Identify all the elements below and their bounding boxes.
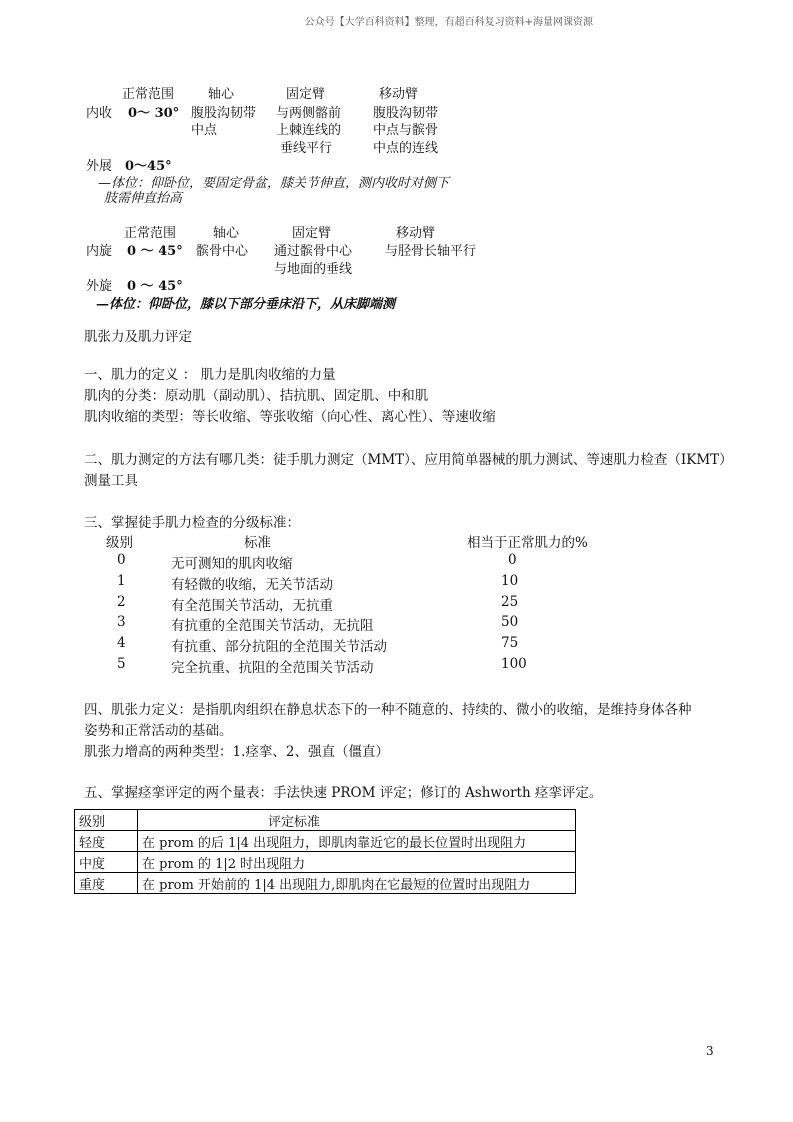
percent-cell: 100: [501, 656, 527, 672]
grade-cell: 4: [117, 635, 126, 651]
col-header-range: 正常范围: [124, 226, 177, 241]
criterion-cell: 在 prom 开始前的 1|4 出现阻力,即肌肉在它最短的位置时出现阻力: [138, 873, 576, 894]
col-header-fixed-arm: 固定臂: [286, 87, 326, 102]
criterion-cell: 有抗重、部分抗阻的全范围关节活动: [171, 639, 387, 655]
paragraph-line: 姿势和正常活动的基础。: [84, 723, 233, 739]
percent-cell: 0: [508, 552, 517, 568]
movement-name: 内旋: [86, 244, 113, 259]
level-cell: 中度: [75, 852, 138, 873]
paragraph-line: 肌肉收缩的类型：等长收缩、等张收缩（向心性、离心性）、等速收缩: [84, 409, 496, 425]
subsection-title: 五、掌握痉挛评定的两个量表：手法快速 PROM 评定；修订的 Ashworth 痉挛评定。: [84, 785, 603, 801]
movement-range: 0～45°: [125, 159, 172, 174]
criterion-cell: 有抗重的全范围关节活动，无抗阻: [171, 618, 374, 634]
spasticity-table: [74, 809, 576, 894]
fixed-arm-text: 垂线平行: [280, 141, 333, 156]
movement-range: 0 ～ 45°: [127, 279, 183, 294]
grade-cell: 0: [117, 552, 126, 568]
page-number: 3: [706, 1044, 714, 1058]
position-note: 肢需伸直抬高: [104, 191, 183, 206]
criterion-cell: 在 prom 的后 1|4 出现阻力，即肌肉靠近它的最长位置时出现阻力: [138, 831, 576, 852]
paragraph-line: 四、肌张力定义：是指肌肉组织在静息状态下的一种不随意的、持续的、微小的收缩，是维持身体各种: [84, 702, 692, 718]
grade-cell: 2: [117, 594, 126, 610]
paragraph-line: 肌张力增高的两种类型：1.痉挛、2、强直（僵直）: [84, 744, 389, 760]
col-header-moving-arm: 移动臂: [379, 87, 419, 102]
criterion-cell: 无可测知的肌肉收缩: [171, 556, 293, 572]
position-note: —体位：仰卧位，膝以下部分垂床沿下，从床脚端测: [96, 297, 396, 312]
col-header-axis: 轴心: [213, 226, 240, 241]
fixed-arm-text: 上棘连线的: [276, 123, 342, 138]
movement-range: 0～ 30°: [128, 106, 180, 121]
col-header-axis: 轴心: [208, 87, 235, 102]
percent-cell: 75: [501, 635, 519, 651]
movement-name: 内收: [86, 106, 113, 121]
table-row: [75, 831, 576, 852]
movement-name: 外旋: [86, 279, 113, 294]
percent-cell: 25: [501, 594, 519, 610]
table-header-cell: 级别: [75, 810, 138, 831]
header-watermark: 公众号【大学百科资料】整理，有超百科复习资料+海量网课资源: [304, 17, 593, 28]
table-header-cell: 评定标准: [138, 810, 576, 831]
moving-arm-text: 腹股沟韧带: [373, 106, 439, 121]
moving-arm-text: 中点与髌骨: [373, 123, 439, 138]
grade-cell: 3: [117, 614, 126, 630]
section-title: 肌张力及肌力评定: [84, 329, 192, 345]
col-header-range: 正常范围: [122, 87, 175, 102]
table-row: [75, 852, 576, 873]
subsection-title: 三、掌握徒手肌力检查的分级标准：: [84, 515, 300, 531]
criterion-col-header: 标准: [244, 535, 271, 551]
criterion-cell: 有全范围关节活动，无抗重: [171, 598, 333, 614]
movement-name: 外展: [86, 159, 113, 174]
grade-col-header: 级别: [106, 535, 133, 551]
paragraph-line: 一、肌力的定义 ： 肌力是肌肉收缩的力量: [84, 367, 336, 383]
col-header-fixed-arm: 固定臂: [292, 226, 332, 241]
paragraph-line: 肌肉的分类：原动肌（副动肌）、拮抗肌、固定肌、中和肌: [84, 388, 429, 404]
grade-cell: 5: [117, 656, 126, 672]
percent-cell: 10: [501, 573, 519, 589]
fixed-arm-text: 与两侧髂前: [276, 106, 342, 121]
criterion-cell: 完全抗重、抗阻的全范围关节活动: [171, 660, 374, 676]
criterion-cell: 有轻微的收缩，无关节活动: [171, 577, 333, 593]
fixed-arm-text: 与地面的垂线: [274, 262, 353, 277]
percent-cell: 50: [501, 614, 519, 630]
fixed-arm-text: 通过髌骨中心: [274, 244, 353, 259]
col-header-moving-arm: 移动臂: [396, 226, 436, 241]
position-note: —体位：仰卧位，要固定骨盆，膝关节伸直，测内收时对侧下: [98, 176, 450, 191]
criterion-cell: 在 prom 的 1|2 时出现阻力: [138, 852, 576, 873]
paragraph-line: 二、肌力测定的方法有哪几类：徒手肌力测定（MMT）、应用简单器械的肌力测试、等速肌力检查（IKMT）: [84, 452, 733, 468]
movement-range: 0 ～ 45°: [127, 244, 183, 259]
percent-col-header: 相当于正常肌力的%: [467, 535, 588, 551]
axis-text: 腹股沟韧带: [191, 106, 257, 121]
axis-text: 中点: [191, 123, 218, 138]
grade-cell: 1: [117, 573, 126, 589]
table-header-row: [75, 810, 576, 831]
table-row: [75, 873, 576, 894]
moving-arm-text: 中点的连线: [373, 141, 439, 156]
moving-arm-text: 与胫骨长轴平行: [385, 244, 477, 259]
axis-text: 髌骨中心: [196, 244, 249, 259]
level-cell: 重度: [75, 873, 138, 894]
level-cell: 轻度: [75, 831, 138, 852]
paragraph-line: 测量工具: [84, 473, 138, 489]
